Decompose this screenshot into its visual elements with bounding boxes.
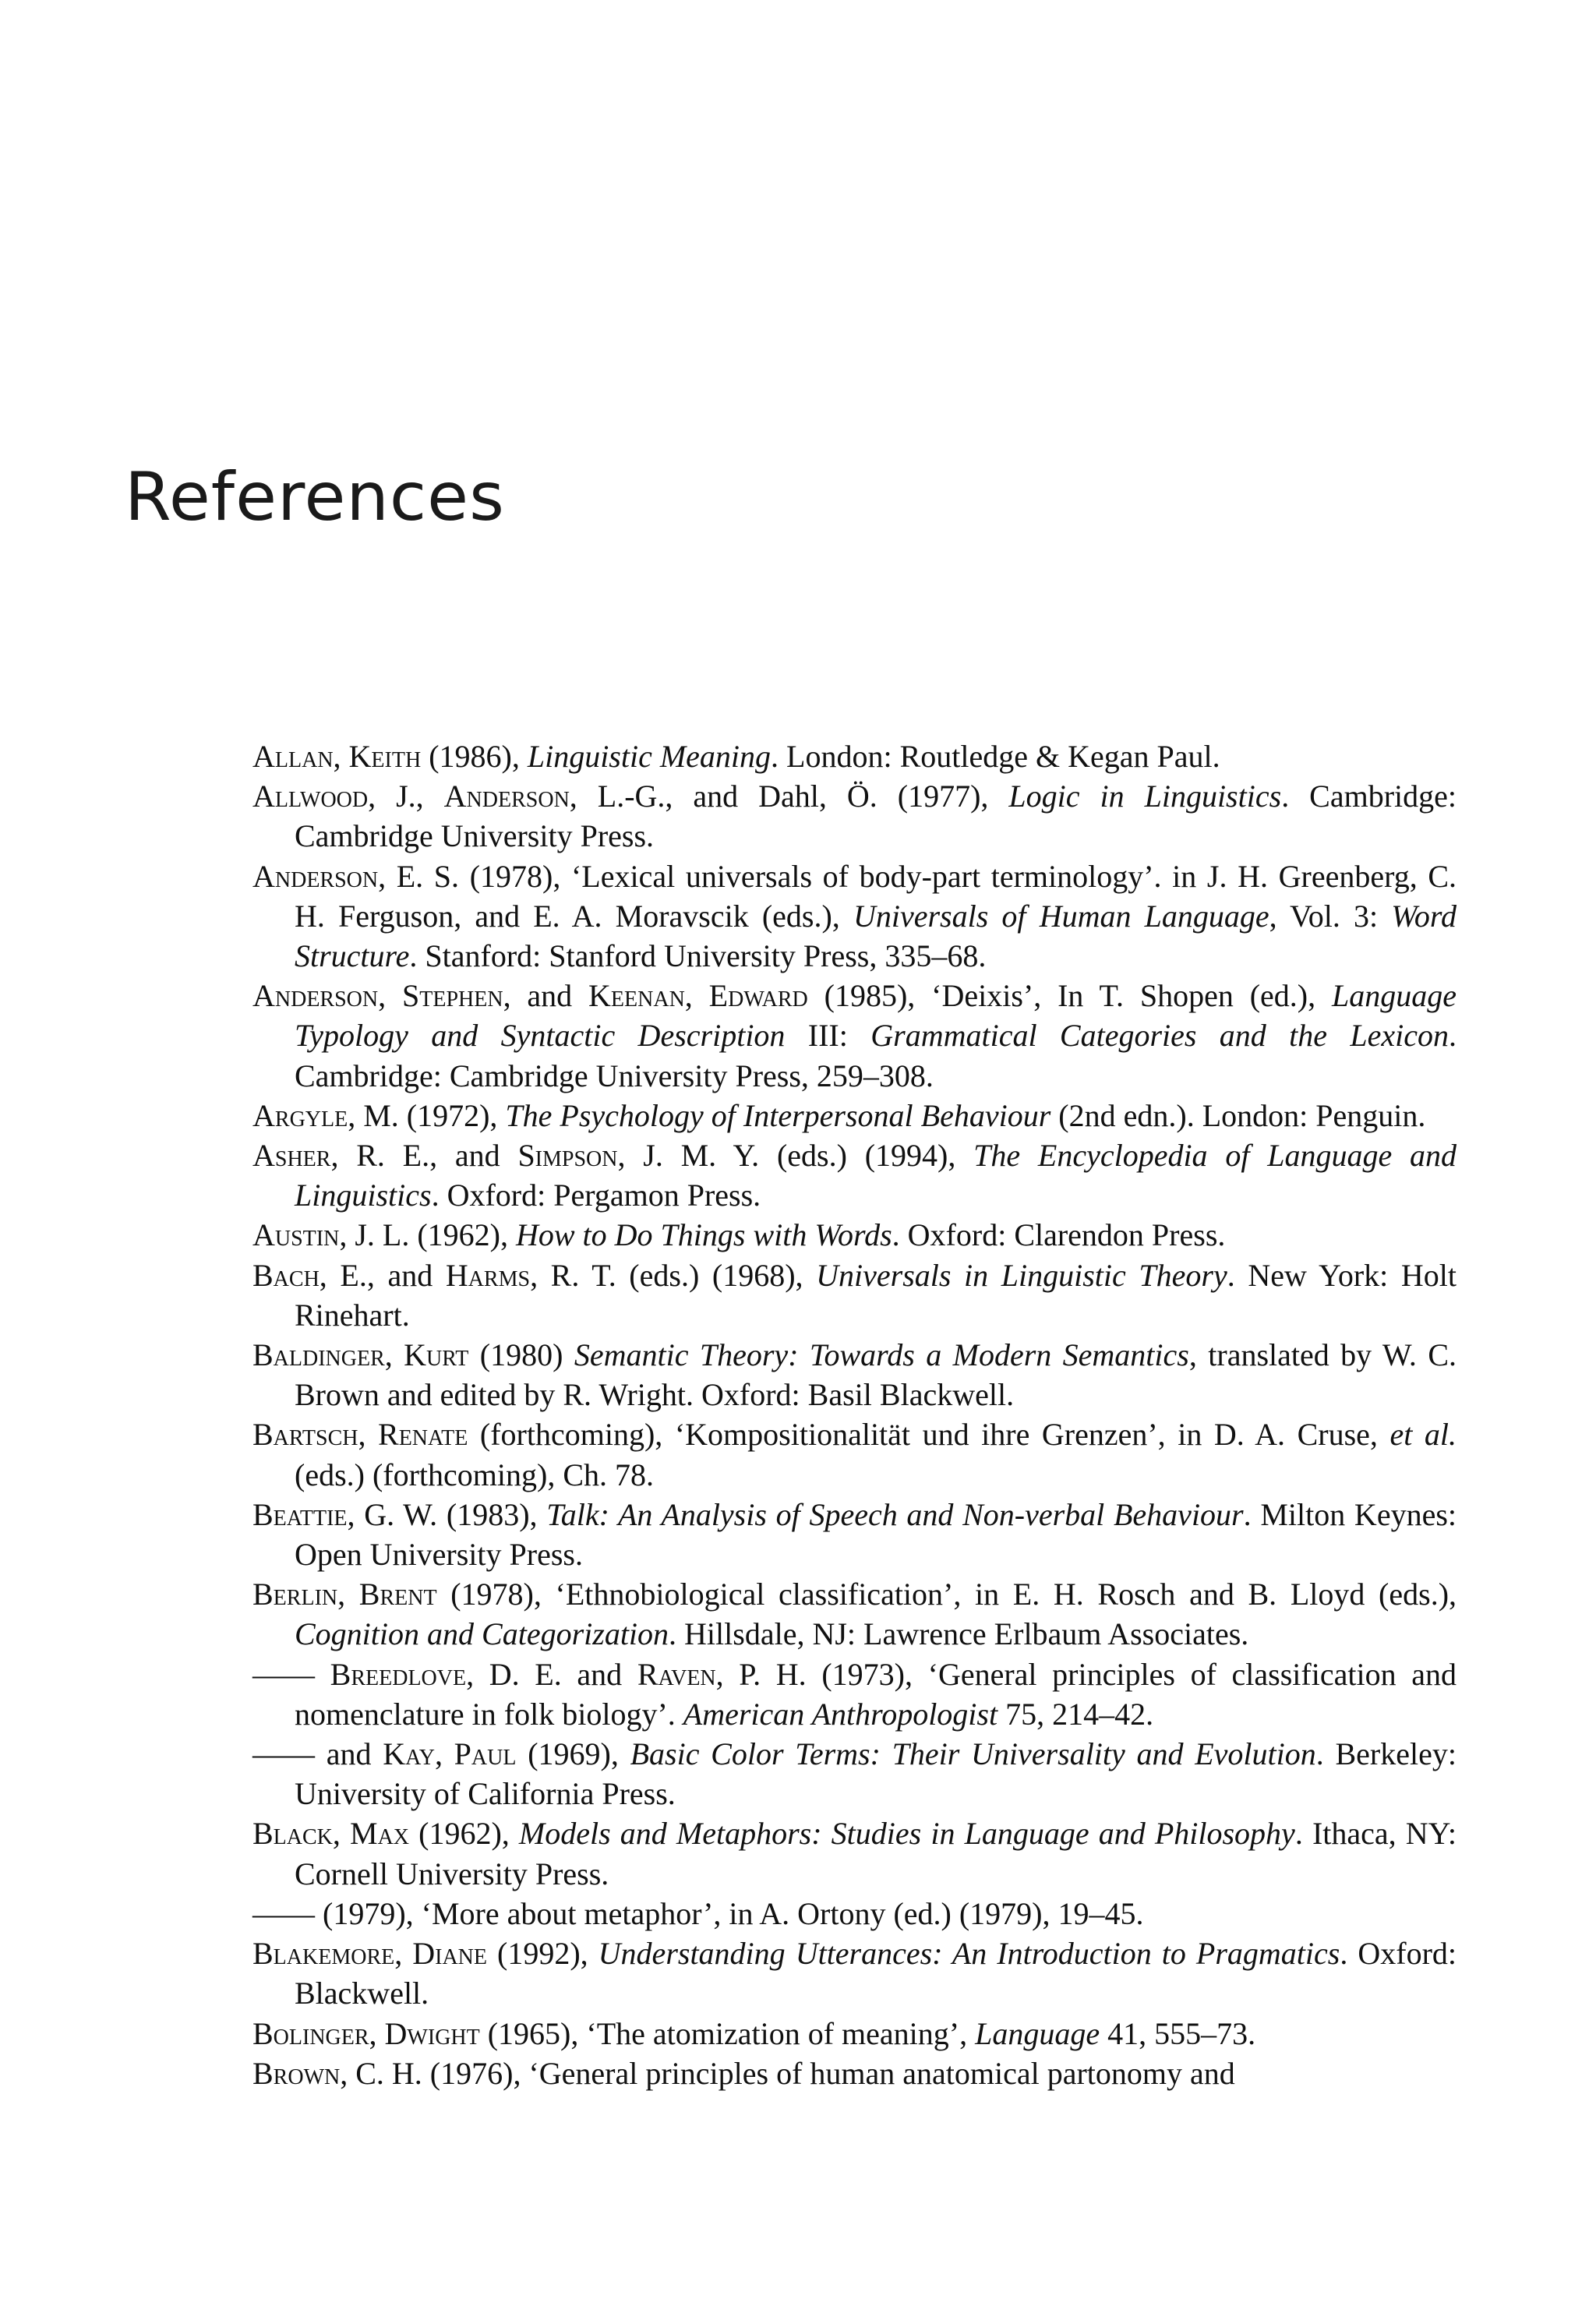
author-name: Berlin, Brent (252, 1577, 437, 1612)
citation-text: . Stanford: Stanford University Press, 335–68. (409, 938, 987, 974)
reference-list (252, 736, 1457, 2093)
work-title: Language (975, 2015, 1100, 2051)
citation-text: , translated by W. C. Brown and edited by R. Wright. Oxford: Basil Blackwell. (295, 1337, 1457, 1413)
reference-entry (252, 1734, 1457, 1813)
author-name: Anderson, L.-G. (443, 779, 666, 814)
reference-entry (252, 1414, 1457, 1494)
author-name: Bolinger, Dwight (252, 2015, 480, 2051)
author-name: Allwood, J. (252, 779, 416, 814)
citation-text: (eds.) (1968), (616, 1257, 817, 1293)
citation-text: (eds.) (1994), (759, 1138, 974, 1174)
work-title: Logic in Linguistics (1008, 779, 1282, 814)
reference-entry (252, 2054, 1457, 2093)
author-name: Breedlove, D. E. (330, 1656, 562, 1692)
citation-text: III: (785, 1018, 871, 1054)
citation-text: , Vol. 3: (1269, 898, 1392, 934)
author-name: Asher, R. E. (252, 1138, 430, 1174)
work-title: Grammatical Categories and the Lexicon (870, 1018, 1449, 1054)
citation-text: 41, 555–73. (1100, 2015, 1256, 2051)
author-name: Keenan, Edward (588, 978, 808, 1014)
citation-text: , and (503, 978, 589, 1014)
citation-text: , and (429, 1138, 518, 1174)
citation-text: (1983), (437, 1496, 547, 1532)
reference-entry (252, 736, 1457, 776)
citation-text: , (415, 779, 444, 814)
work-title: The Psychology of Interpersonal Behaviour (505, 1097, 1051, 1133)
author-name: Anderson, Stephen (252, 978, 503, 1014)
work-title: American Anthropologist (683, 1696, 998, 1732)
citation-text: (1980) (468, 1337, 574, 1373)
author-name: Austin, J. L. (252, 1217, 410, 1253)
citation-text: (forthcoming), ‘Kompositionalität und ihre Grenzen’, in D. A. Cruse, (468, 1417, 1390, 1453)
citation-text: . New York: Holt Rinehart. (295, 1257, 1457, 1333)
author-name: Simpson, J. M. Y. (517, 1138, 760, 1174)
reference-entry (252, 776, 1457, 856)
work-title: Linguistic Meaning (527, 739, 772, 774)
citation-text: (1985), ‘Deixis’, In T. Shopen (ed.), (807, 978, 1332, 1014)
reference-entry (252, 1655, 1457, 1734)
work-title: Basic Color Terms: Their Universality and Evolution (630, 1736, 1316, 1772)
author-name: Black, Max (252, 1816, 410, 1852)
reference-entry (252, 976, 1457, 1096)
author-name: Brown, C. H. (252, 2055, 422, 2091)
author-name: Harms, R. T. (445, 1257, 616, 1293)
citation-text: —— (252, 1656, 330, 1692)
citation-text: (2nd edn.). London: Penguin. (1050, 1097, 1426, 1133)
citation-text: . Ithaca, NY: Cornell University Press. (295, 1816, 1457, 1891)
citation-text: (1962), (409, 1816, 519, 1852)
citation-text: . Oxford: Blackwell. (295, 1936, 1457, 2011)
work-title: Universals in Linguistic Theory (816, 1257, 1227, 1293)
reference-entry (252, 1495, 1457, 1574)
citation-text: (1972), (398, 1097, 506, 1133)
reference-entry (252, 1813, 1457, 1893)
work-title: et al. (1389, 1417, 1457, 1453)
work-title: Universals of Human Language (853, 898, 1269, 934)
citation-text: . Cambridge: Cambridge University Press. (295, 779, 1457, 854)
author-name: Baldinger, Kurt (252, 1337, 469, 1373)
reference-entry (252, 2014, 1457, 2054)
citation-text: (1976), ‘General principles of human anatomical partonomy and (422, 2055, 1235, 2091)
citation-text: . London: Routledge & Kegan Paul. (771, 739, 1220, 774)
reference-entry (252, 1894, 1457, 1933)
author-name: Allan, Keith (252, 739, 422, 774)
reference-entry (252, 1135, 1457, 1215)
citation-text: (eds.) (forthcoming), Ch. 78. (295, 1457, 655, 1492)
citation-text: 75, 214–42. (998, 1696, 1154, 1732)
citation-text: , and (366, 1257, 446, 1293)
citation-text: —— (1979), ‘More about metaphor’, in A. Ortony (ed.) (1979), 19–45. (252, 1895, 1144, 1931)
citation-text: and (561, 1656, 637, 1692)
citation-text: (1969), (516, 1736, 630, 1772)
citation-text: (1978), ‘Ethnobiological classification’, in E. H. Rosch and B. Lloyd (eds.), (436, 1577, 1457, 1612)
page-title: References (125, 458, 505, 536)
author-name: Bartsch, Renate (252, 1417, 468, 1453)
work-title: How to Do Things with Words (515, 1217, 892, 1253)
reference-entry (252, 1933, 1457, 2013)
citation-text: (1962), (409, 1217, 516, 1253)
citation-text: (1986), (421, 739, 528, 774)
author-name: Raven, P. H. (637, 1656, 807, 1692)
reference-entry (252, 1255, 1457, 1335)
reference-entry (252, 1215, 1457, 1255)
citation-text: . Cambridge: Cambridge University Press, 259–308. (295, 1018, 1457, 1093)
reference-entry (252, 1574, 1457, 1654)
citation-text: (1965), ‘The atomization of meaning’, (479, 2015, 976, 2051)
reference-entry (252, 1096, 1457, 1135)
citation-text: (1973), ‘General principles of classification and nomenclature in folk biology’. (295, 1656, 1457, 1732)
citation-text: . Berkeley: University of California Press. (295, 1736, 1457, 1812)
author-name: Bach, E. (252, 1257, 367, 1293)
author-name: Anderson, E. S. (252, 858, 460, 894)
reference-entry (252, 1335, 1457, 1414)
work-title: Models and Metaphors: Studies in Language and Philosophy (518, 1816, 1295, 1852)
citation-text: (1978), ‘Lexical universals of body-part terminology’. in J. H. Greenberg, C. H. Ferguson, and E. A. Moravscik (eds.), (295, 858, 1457, 934)
work-title: The Encyclopedia of Language and Linguistics (295, 1138, 1457, 1213)
citation-text: . Milton Keynes: Open University Press. (295, 1496, 1457, 1573)
reference-entry (252, 856, 1457, 976)
citation-text: . Hillsdale, NJ: Lawrence Erlbaum Associates. (669, 1616, 1249, 1652)
work-title: Word Structure (295, 898, 1457, 974)
citation-text: (1992), (487, 1936, 598, 1972)
work-title: Semantic Theory: Towards a Modern Semantics (574, 1337, 1189, 1373)
citation-text: . Oxford: Pergamon Press. (431, 1178, 761, 1213)
citation-text: —— and (252, 1736, 383, 1772)
author-name: Beattie, G. W. (252, 1496, 438, 1532)
author-name: Blakemore, Diane (252, 1936, 487, 1972)
work-title: Understanding Utterances: An Introduction to Pragmatics (598, 1936, 1340, 1972)
citation-text: , and Dahl, Ö. (1977), (665, 779, 1009, 814)
author-name: Kay, Paul (383, 1736, 517, 1772)
work-title: Cognition and Categorization (295, 1616, 669, 1652)
work-title: Language Typology and Syntactic Description (295, 978, 1457, 1054)
author-name: Argyle, M. (252, 1097, 399, 1133)
work-title: Talk: An Analysis of Speech and Non-verbal Behaviour (546, 1496, 1244, 1532)
citation-text: . Oxford: Clarendon Press. (892, 1217, 1226, 1253)
